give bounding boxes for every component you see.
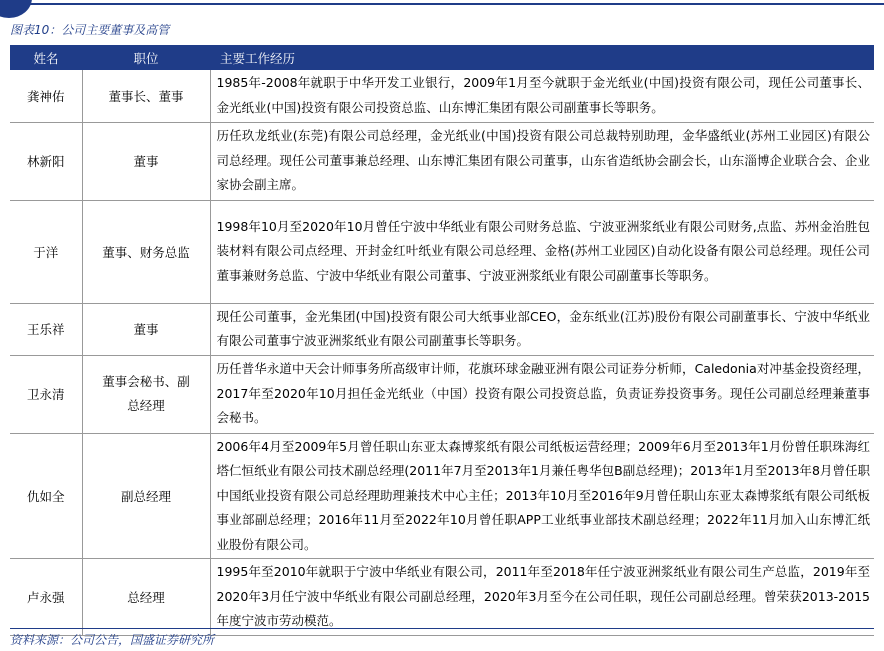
person-name: 仇如全 [10,433,82,559]
person-name: 王乐祥 [10,303,82,355]
table-row [10,303,874,355]
table-row [10,355,874,433]
brand-logo-icon [0,0,32,18]
person-bio: 历任玖龙纸业(东莞)有限公司总经理，金光纸业(中国)投资有限公司总裁特别助理，金华盛纸业(苏州工业园区)有限公司总经理。现任公司董事兼总经理、山东博汇集团有限公司董事，山东省造纸协会副会长，山东淄博企业联合会、企业家协会副主席。 [210,122,874,200]
header-bio: 主要工作经历 [210,45,874,70]
table-row [10,70,874,122]
person-bio: 现任公司董事，金光集团(中国)投资有限公司大纸事业部CEO，金东纸业(江苏)股份有限公司副董事长、宁波中华纸业有限公司董事宁波亚洲浆纸业有限公司副董事长等职务。 [210,303,874,355]
person-role: 董事长、董事 [82,70,210,122]
header-role: 职位 [82,45,210,70]
table-header-row [10,45,874,70]
table-row [10,559,874,636]
person-role: 总经理 [82,559,210,636]
directors-table [10,45,874,636]
person-name: 卢永强 [10,559,82,636]
header-rule [30,3,884,5]
person-name: 林新阳 [10,122,82,200]
person-name: 龚神佑 [10,70,82,122]
table-row [10,122,874,200]
table-row [10,433,874,559]
person-role: 董事 [82,122,210,200]
person-role-text: 董事会秘书、副总经理 [102,374,190,413]
figure-caption: 图表10：公司主要董事及高管 [10,23,170,37]
person-bio: 1995年至2010年就职于宁波中华纸业有限公司，2011年至2018年任宁波亚洲浆纸业有限公司生产总监，2019年至2020年3月任宁波中华纸业有限公司副总经理，2020年3月至今在公司任职，现任公司副总经理。曾荣获2013-2015年度宁波市劳动模范。 [210,559,874,636]
footer-rule [10,628,874,629]
person-name: 于洋 [10,200,82,303]
person-role [82,355,210,433]
person-role: 董事、财务总监 [82,200,210,303]
person-bio: 1985年-2008年就职于中华开发工业银行，2009年1月至今就职于金光纸业(中国)投资有限公司，现任公司董事长、金光纸业(中国)投资有限公司投资总监、山东博汇集团有限公司副董事长等职务。 [210,70,874,122]
person-role: 董事 [82,303,210,355]
person-name: 卫永清 [10,355,82,433]
header-name: 姓名 [10,45,82,70]
source-footnote: 资料来源：公司公告，国盛证券研究所 [10,633,215,647]
person-bio: 1998年10月至2020年10月曾任宁波中华纸业有限公司财务总监、宁波亚洲浆纸业有限公司财务,点监、苏州金治胜包装材料有限公司点经理、开封金红叶纸业有限公司总经理、金格(苏州工业园区)自动化设备有限公司总经理。现任公司董事兼财务总监、宁波中华纸业有限公司董事、宁波亚洲浆纸业有限公司副董事长等职务。 [210,200,874,303]
person-bio: 2006年4月至2009年5月曾任职山东亚太森博浆纸有限公司纸板运营经理；2009年6月至2013年1月份曾任职珠海红塔仁恒纸业有限公司技术副总经理(2011年7月至2013年1月兼任粤华包B副总经理)；2013年1月至2013年8月曾任职中国纸业投资有限公司总经理助理兼技术中心主任；2013年10月至2016年9月曾任职山东亚太森博浆纸有限公司纸板事业部副总经理；2016年11月至2022年10月曾任职APP工业纸事业部技术副总经理；2022年11月加入山东博汇纸业股份有限公司。 [210,433,874,559]
person-role: 副总经理 [82,433,210,559]
person-bio: 历任普华永道中天会计师事务所高级审计师，花旗环球金融亚洲有限公司证券分析师，Caledonia对冲基金投资经理，2017年至2020年10月担任金光纸业（中国）投资有限公司投资总监，负责证券投资事务。现任公司副总经理兼董事会秘书。 [210,355,874,433]
table-row [10,200,874,303]
